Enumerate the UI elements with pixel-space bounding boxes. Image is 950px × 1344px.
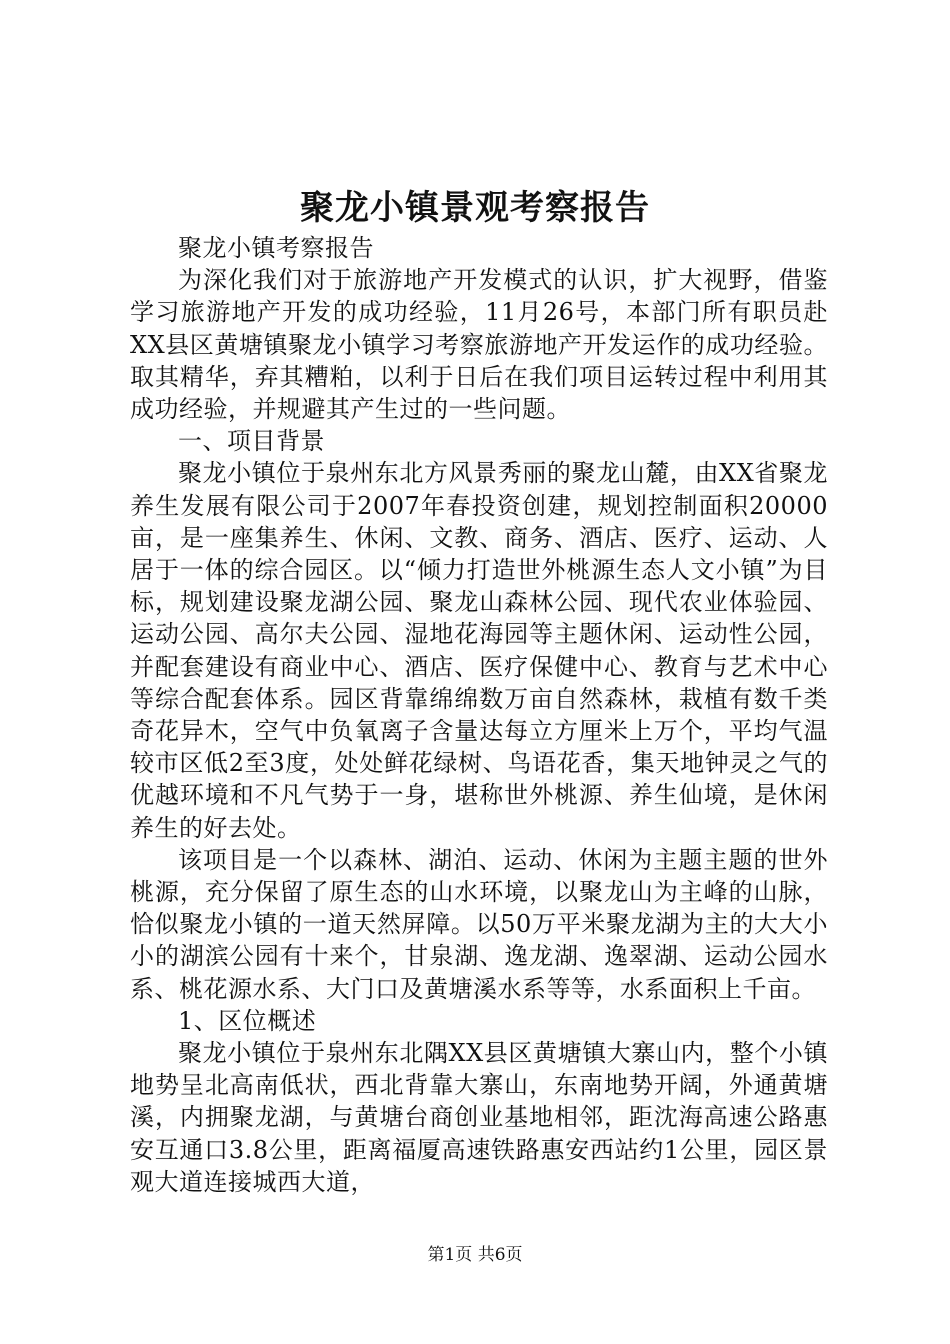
document-title: 聚龙小镇景观考察报告 [300, 188, 650, 228]
paragraph-location: 聚龙小镇位于泉州东北隅XX县区黄塘镇大寨山内，整个小镇地势呈北高南低状，西北背靠大寨山，东南地势开阔，外通黄塘溪，内拥聚龙湖，与黄塘台商创业基地相邻，距沈海高速公路惠安互通口3.8公里，距离福厦高速铁路惠安西站约1公里，园区景观大道连接城西大道， [130, 1039, 828, 1196]
document-body [130, 232, 828, 1198]
paragraph-subtitle: 聚龙小镇考察报告 [178, 234, 374, 262]
section-heading-background: 一、项目背景 [178, 427, 325, 456]
paragraph-project: 该项目是一个以森林、湖泊、运动、休闲为主题主题的世外桃源，充分保留了原生态的山水环境，以聚龙山为主峰的山脉，恰似聚龙小镇的一道天然屏障。以50万平米聚龙湖为主的大大小小的湖滨公园有十来个，甘泉湖、逸龙湖、逸翠湖、运动公园水系、桃花源水系、大门口及黄塘溪水系等等，水系面积上千亩。 [130, 845, 828, 1003]
page-footer: 第1页 共6页 [427, 1245, 523, 1265]
section-heading-location: 1、区位概述 [178, 1006, 317, 1035]
paragraph-intro: 为深化我们对于旅游地产开发模式的认识，扩大视野，借鉴学习旅游地产开发的成功经验，11月26号，本部门所有职员赴XX县区黄塘镇聚龙小镇学习考察旅游地产开发运作的成功经验。取其精华，弃其糟粕，以利于日后在我们项目运转过程中利用其成功经验，并规避其产生过的一些问题。 [130, 266, 828, 424]
paragraph-background: 聚龙小镇位于泉州东北方风景秀丽的聚龙山麓，由XX省聚龙养生发展有限公司于2007年春投资创建，规划控制面积20000亩，是一座集养生、休闲、文教、商务、酒店、医疗、运动、人居于一体的综合园区。以“倾力打造世外桃源生态人文小镇”为目标，规划建设聚龙湖公园、聚龙山森林公园、现代农业体验园、运动公园、高尔夫公园、湿地花海园等主题休闲、运动性公园，并配套建设有商业中心、酒店、医疗保健中心、教育与艺术中心等综合配套体系。园区背靠绵绵数万亩自然森林，栽植有数千类奇花异木，空气中负氧离子含量达每立方厘米上万个，平均气温较市区低2至3度，处处鲜花绿树、鸟语花香，集天地钟灵之气的优越环境和不凡气势于一身，堪称世外桃源、养生仙境，是休闲养生的好去处。 [130, 459, 828, 842]
